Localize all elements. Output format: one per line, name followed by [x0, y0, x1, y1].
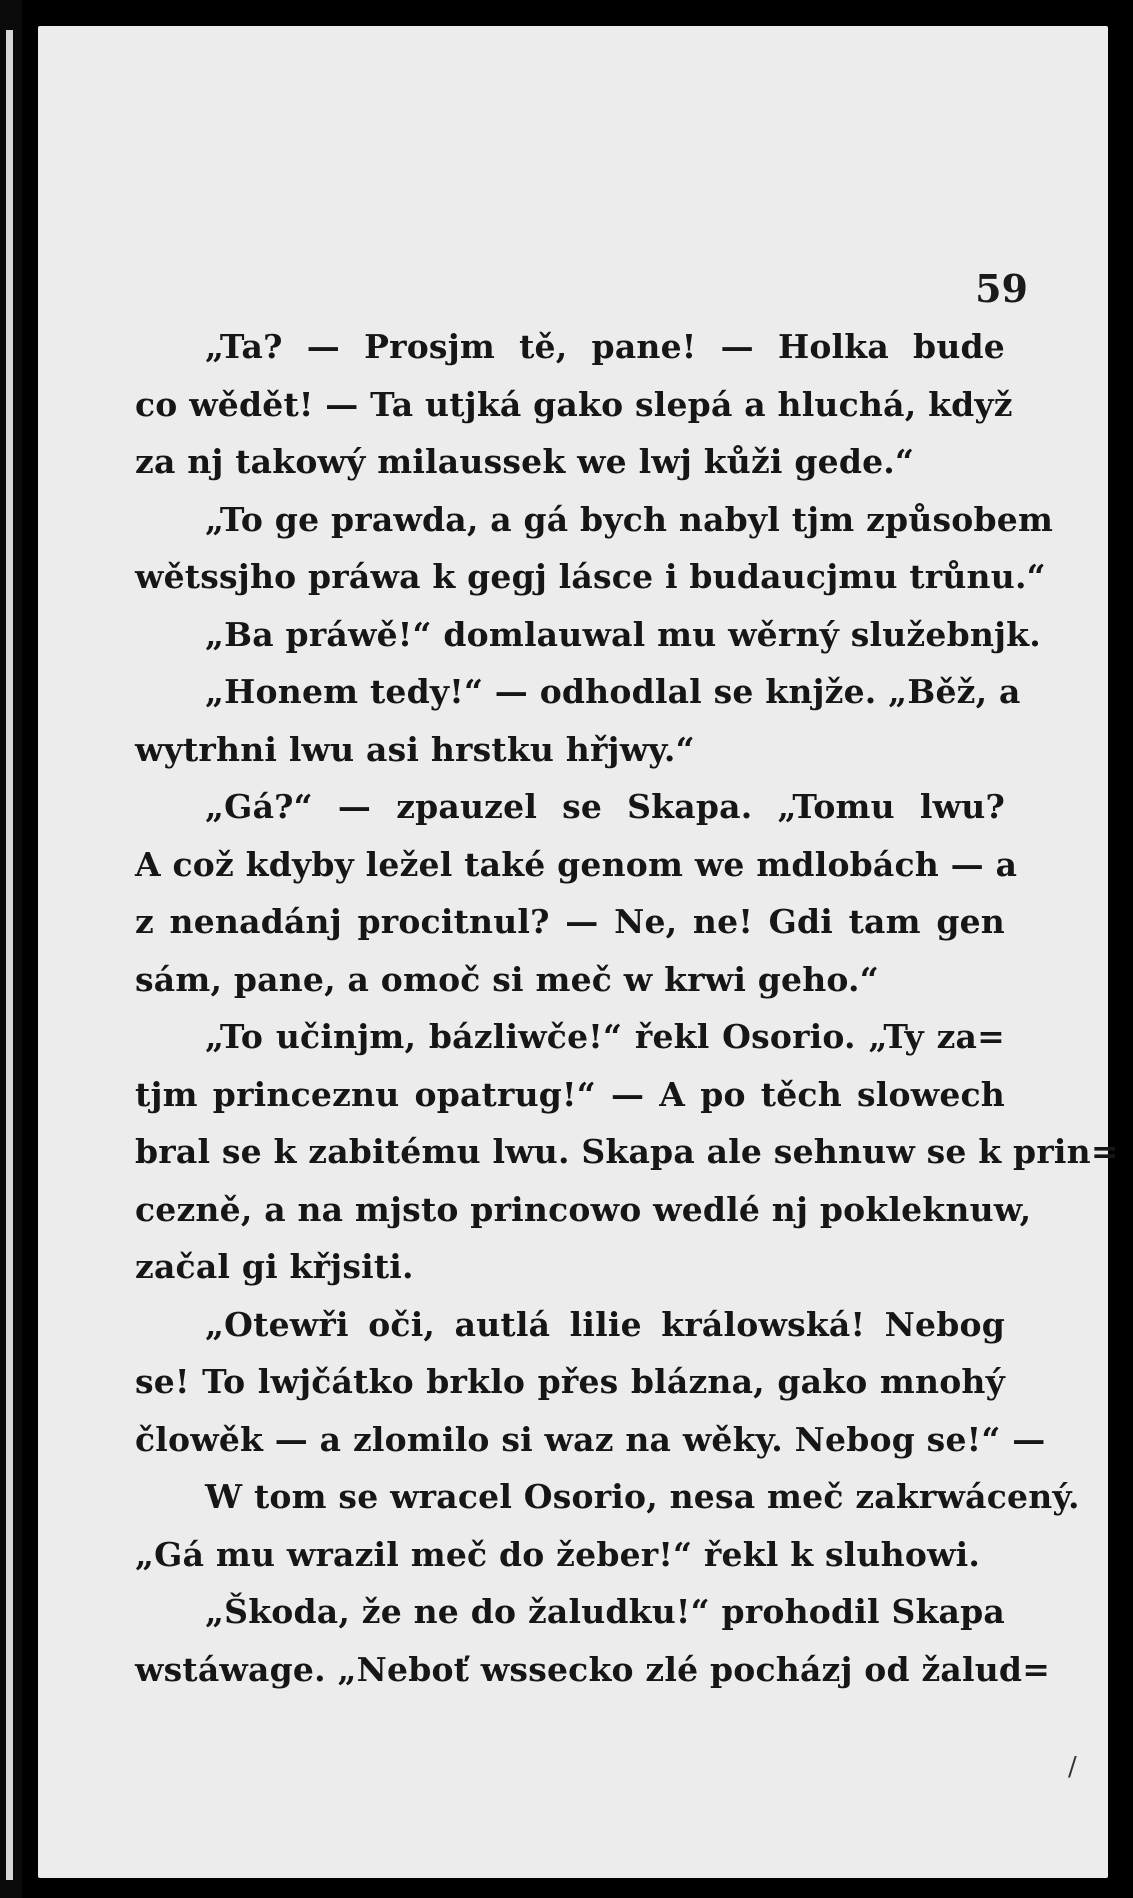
text-line: tjm princeznu opatrug!“ — A po těch slowech	[135, 1074, 1005, 1114]
text-line: „Škoda, že ne do žaludku!“ prohodil Skapa	[205, 1592, 1005, 1631]
text-line: „Gá?“ — zpauzel se Skapa. „Tomu lwu?	[205, 787, 1005, 826]
text-line: se! To lwjčátko brklo přes blázna, gako mnohý	[135, 1362, 1005, 1401]
text-line: „To učinjm, bázliwče!“ řekl Osorio. „Ty za=	[205, 1017, 1005, 1056]
text-line: „Ta? — Prosjm tě, pane! — Holka bude	[205, 327, 1005, 366]
text-line: A což kdyby ležel také genom we mdlobách — a	[135, 844, 1018, 884]
text-line: „Ba práwě!“ domlauwal mu wěrný služebnjk.	[205, 614, 1041, 654]
text-line: „Otewři oči, autlá lilie králowská! Nebog	[205, 1304, 1005, 1344]
body-text	[135, 318, 1119, 1698]
text-line: člowěk — a zlomilo si waz na wěky. Nebog se!“ —	[135, 1419, 1046, 1459]
text-line: za nj takowý milaussek we lwj kůži gede.“	[135, 442, 915, 481]
text-line: „Honem tedy!“ — odhodlal se knjže. „Běž, a	[205, 672, 1021, 711]
text-line: začal gi křjsiti.	[135, 1247, 414, 1286]
text-line: W tom se wracel Osorio, nesa meč zakrwácený.	[205, 1477, 1080, 1516]
text-line: bral se k zabitému lwu. Skapa ale sehnuw se k prin=	[135, 1132, 1119, 1171]
adjacent-page-edge	[6, 30, 13, 1880]
text-line: „To ge prawda, a gá bych nabyl tjm způsobem	[205, 499, 1054, 539]
scan-edge-left	[0, 0, 22, 1898]
text-line: wstáwage. „Neboť wssecko zlé pocházj od žalud=	[135, 1649, 1051, 1689]
text-line: z nenadánj procitnul? — Ne, ne! Gdi tam gen	[135, 902, 1005, 941]
text-line: wětssjho práwa k gegj lásce i budaucjmu trůnu.“	[135, 557, 1046, 596]
text-line: sám, pane, a omoč si meč w krwi geho.“	[135, 959, 879, 999]
page-number: 59	[975, 266, 1028, 311]
stray-ink-mark: /	[1068, 1752, 1077, 1782]
text-line: co wědět! — Ta utjká gako slepá a hluchá, když	[135, 384, 1013, 424]
text-line: wytrhni lwu asi hrstku hřjwy.“	[135, 729, 695, 769]
text-line: „Gá mu wrazil meč do žeber!“ řekl k sluhowi.	[135, 1534, 981, 1574]
text-line: cezně, a na mjsto princowo wedlé nj pokleknuw,	[135, 1189, 1032, 1229]
